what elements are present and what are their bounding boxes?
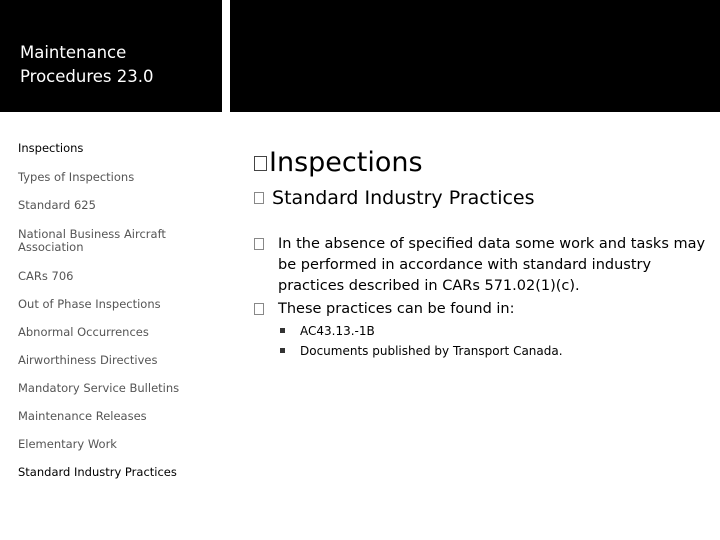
square-bullet-icon — [280, 328, 285, 333]
bullet-box-icon — [254, 303, 264, 315]
main-header-panel — [230, 0, 720, 112]
sidebar-header-panel — [0, 0, 222, 112]
paragraph-text: In the absence of specified data some work and tasks may be performed in accordance with standard industry practices described in CARs 571.02(1)(c). — [278, 236, 706, 294]
bullet-box-icon — [254, 238, 264, 250]
slide-heading-text: Inspections — [269, 147, 423, 178]
sidebar-item-airworthiness-directives[interactable]: Airworthiness Directives — [18, 353, 158, 367]
sidebar-item-mandatory-service-bulletins[interactable]: Mandatory Service Bulletins — [18, 381, 180, 395]
sidebar-item-standard-industry-practices[interactable]: Standard Industry Practices — [18, 465, 177, 479]
sidebar-item-out-of-phase-inspections[interactable]: Out of Phase Inspections — [18, 297, 161, 311]
sub-list-item-text: AC43.13.-1B — [300, 324, 375, 338]
sidebar-item-maintenance-releases[interactable]: Maintenance Releases — [18, 409, 147, 423]
sidebar-item-types-of-inspections[interactable]: Types of Inspections — [18, 170, 135, 184]
section-title: Maintenance Procedures 23.0 — [20, 43, 154, 86]
paragraph-text: These practices can be found in: — [278, 301, 515, 317]
bullet-box-icon — [254, 156, 267, 171]
sub-list-item-text: Documents published by Transport Canada. — [300, 344, 563, 358]
sub-list-item — [300, 343, 563, 359]
sub-list-item — [300, 323, 375, 339]
slide-subheading-text: Standard Industry Practices — [272, 187, 535, 209]
sidebar-item-standard-625[interactable]: Standard 625 — [18, 198, 96, 212]
sidebar-item-elementary-work[interactable]: Elementary Work — [18, 437, 117, 451]
square-bullet-icon — [280, 348, 285, 353]
sidebar-item-inspections[interactable]: Inspections — [18, 141, 84, 155]
slide-heading — [254, 146, 423, 180]
sidebar-item-abnormal-occurrences[interactable]: Abnormal Occurrences — [18, 325, 149, 339]
paragraph-item — [278, 299, 708, 320]
sidebar-item-cars-706[interactable]: CARs 706 — [18, 269, 74, 283]
bullet-box-icon — [254, 192, 264, 204]
sidebar-item-nbaa[interactable]: National Business Aircraft Association — [18, 227, 166, 254]
paragraph-item — [278, 234, 708, 297]
slide-subheading — [254, 185, 535, 211]
